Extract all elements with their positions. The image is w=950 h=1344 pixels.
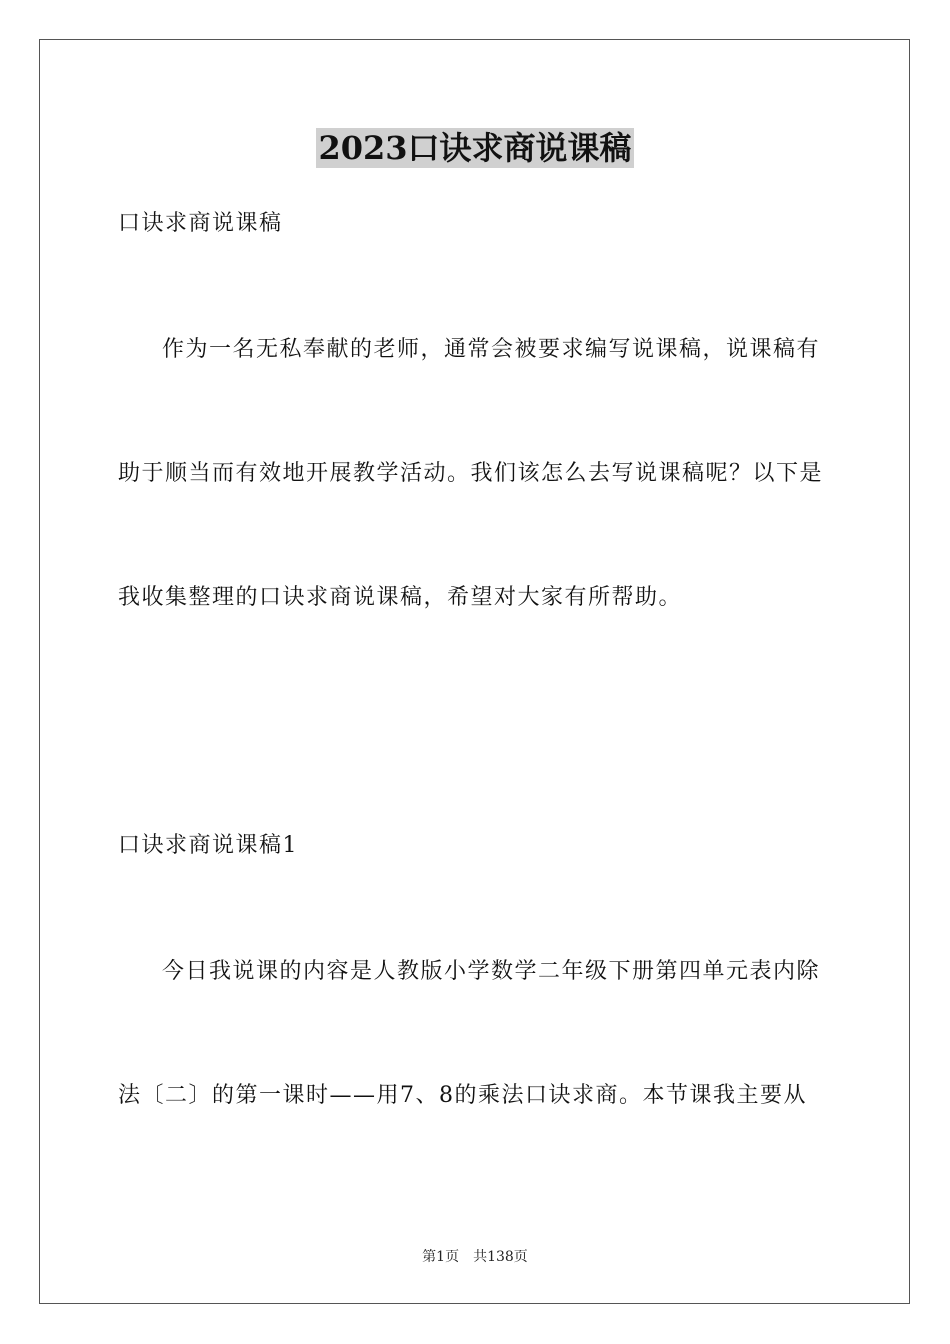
intro-line-2: 助于顺当而有效地开展教学活动。我们该怎么去写说课稿呢？以下是	[118, 461, 824, 486]
document-title: 2023口诀求商说课稿	[318, 129, 632, 167]
section1-line-2: 法〔二〕的第一课时——用7、8的乘法口诀求商。本节课我主要从	[118, 1083, 807, 1108]
document-subtitle: 口诀求商说课稿	[118, 211, 283, 236]
title-wrap	[0, 128, 950, 168]
section1-heading: 口诀求商说课稿1	[118, 833, 298, 858]
page-footer: 第1页 共138页	[422, 1249, 528, 1265]
intro-line-1: 作为一名无私奉献的老师，通常会被要求编写说课稿，说课稿有	[162, 337, 821, 362]
intro-line-3: 我收集整理的口诀求商说课稿，希望对大家有所帮助。	[118, 585, 683, 610]
section1-line-1: 今日我说课的内容是人教版小学数学二年级下册第四单元表内除	[162, 959, 821, 984]
